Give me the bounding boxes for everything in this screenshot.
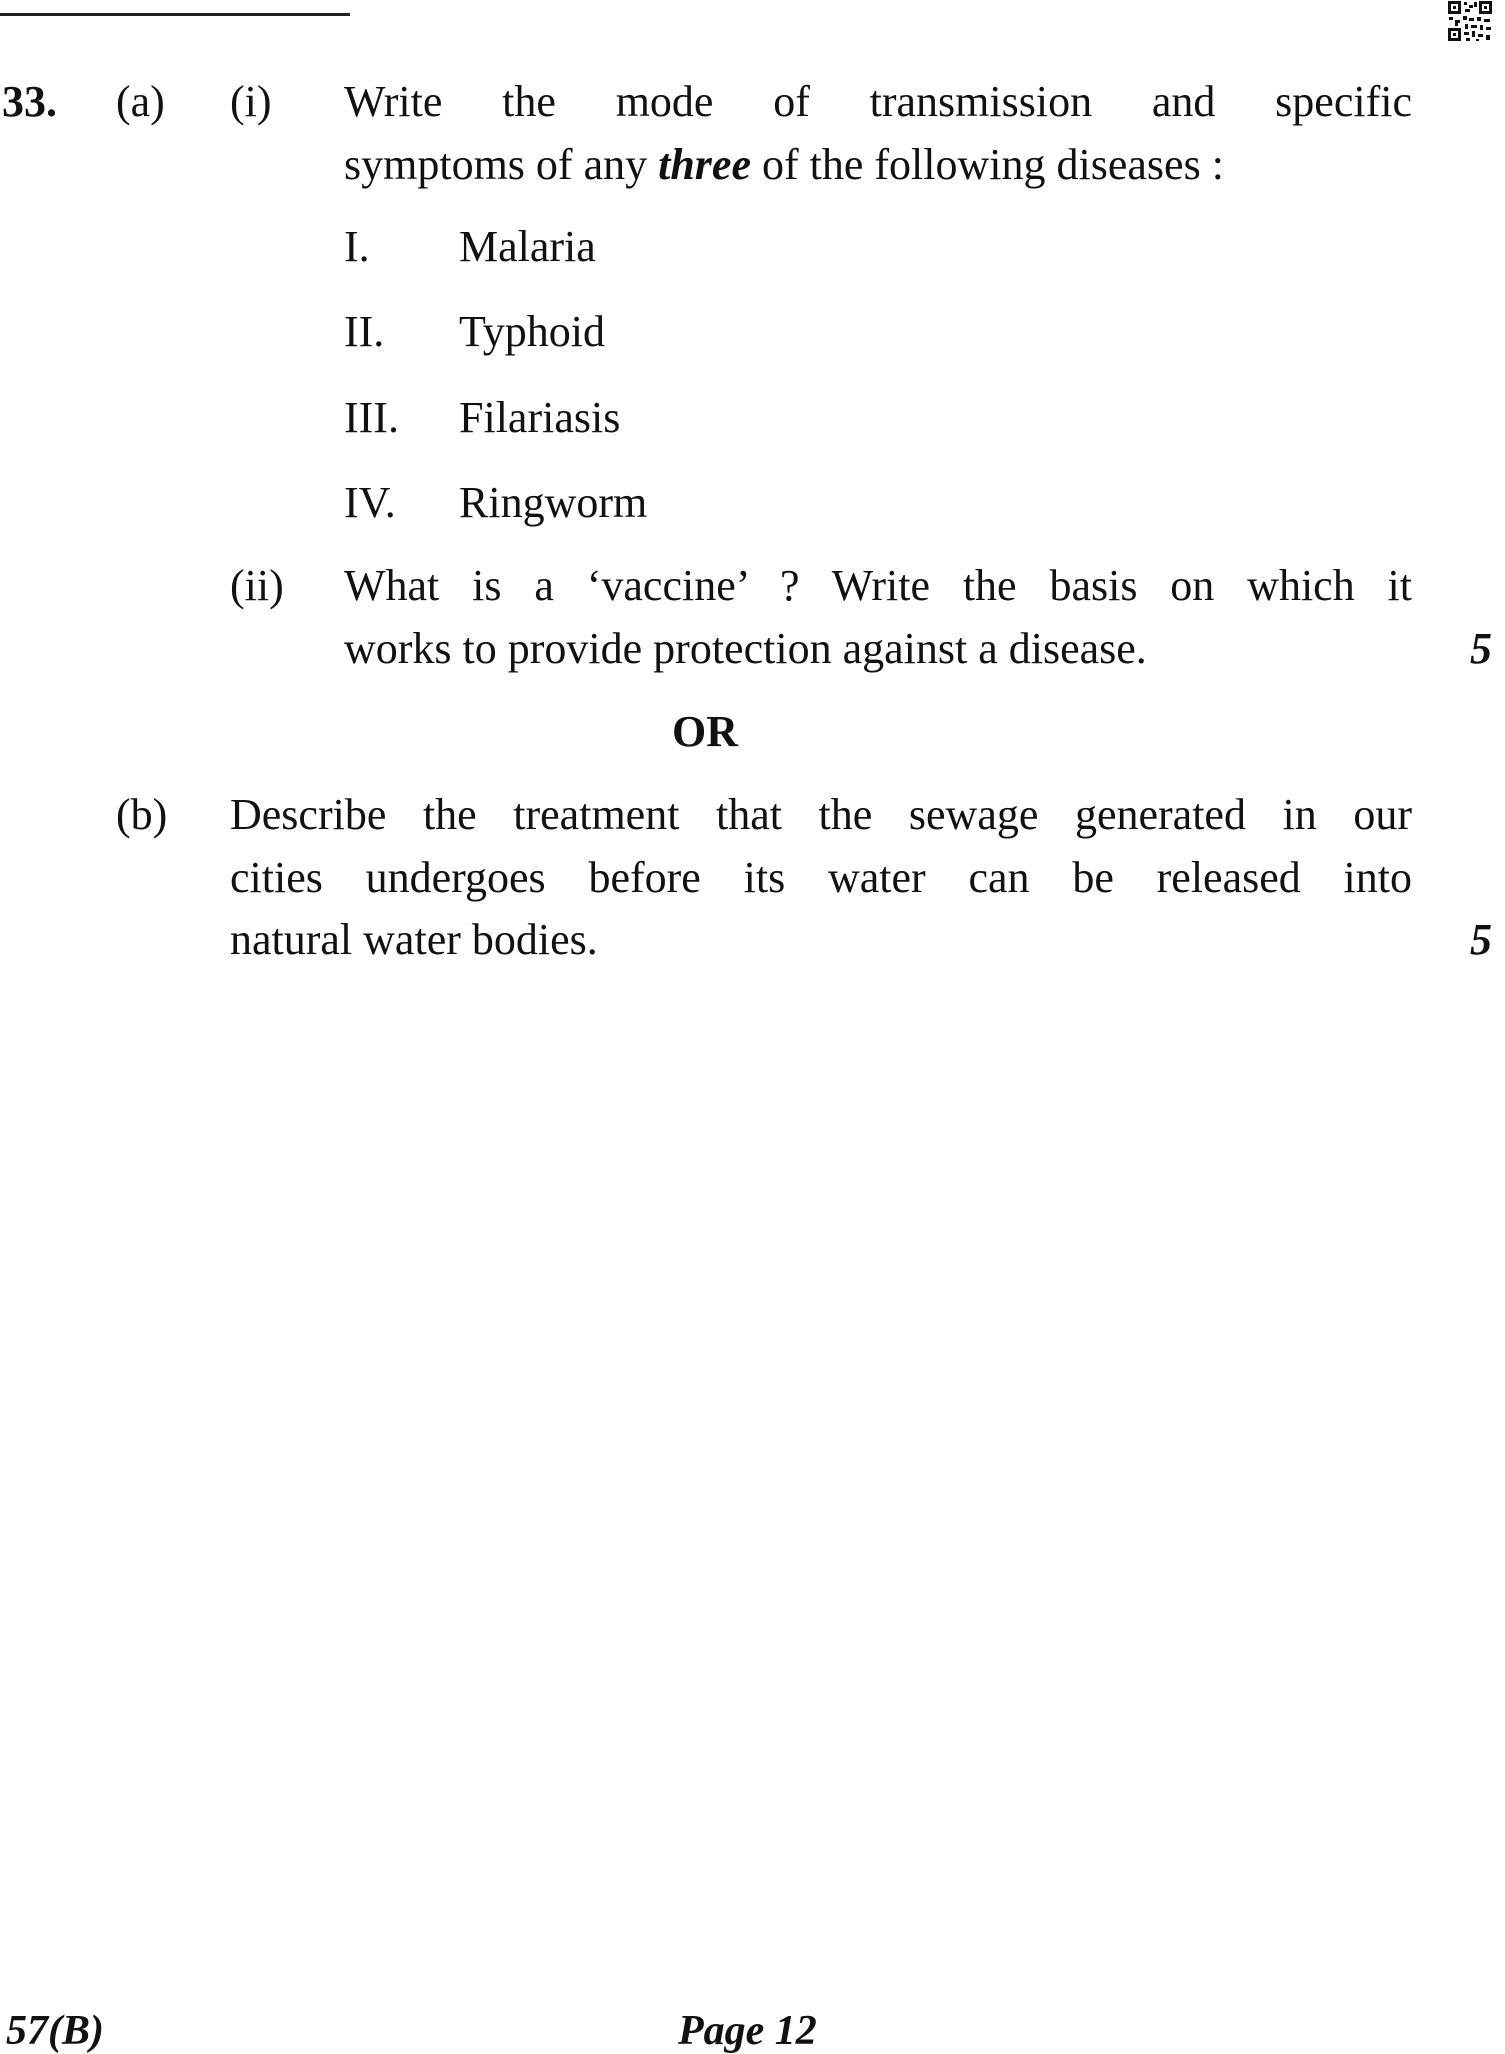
or-separator: OR (672, 707, 738, 756)
disease-name: Filariasis (459, 393, 621, 442)
sub-i-line-2: symptoms of any three of the following diseases : (344, 140, 1224, 189)
marks-part-a: 5 (1470, 624, 1492, 673)
part-b-line-3: natural water bodies. (230, 915, 598, 964)
paper-code: 57(B) (6, 2008, 104, 2054)
disease-name: Malaria (459, 222, 596, 271)
disease-name: Ringworm (459, 478, 648, 527)
part-b-line-1: Describe the treatment that the sewage generated in our (230, 790, 1412, 839)
question-number: 33. (2, 77, 57, 126)
sub-ii-line-2: works to provide protection against a disease. (344, 624, 1147, 673)
sub-i-line-1: Write the mode of transmission and specific (344, 77, 1412, 126)
part-b-line-2: cities undergoes before its water can be released into (230, 853, 1412, 902)
disease-numeral: III. (344, 393, 399, 442)
page-number: Page 12 (678, 2008, 817, 2054)
disease-name: Typhoid (459, 307, 606, 356)
disease-numeral: IV. (344, 478, 396, 527)
disease-numeral: II. (344, 307, 385, 356)
marks-part-b: 5 (1470, 915, 1492, 964)
emphasis-three: three (658, 140, 751, 189)
sub-i-label: (i) (230, 77, 272, 126)
disease-numeral: I. (344, 222, 370, 271)
sub-ii-line-1: What is a ‘vaccine’ ? Write the basis on which it (344, 561, 1412, 610)
qr-code-icon (1447, 0, 1493, 42)
part-a-label: (a) (116, 77, 165, 126)
header-rule (0, 13, 350, 16)
part-b-label: (b) (116, 790, 168, 839)
sub-ii-label: (ii) (230, 561, 284, 610)
